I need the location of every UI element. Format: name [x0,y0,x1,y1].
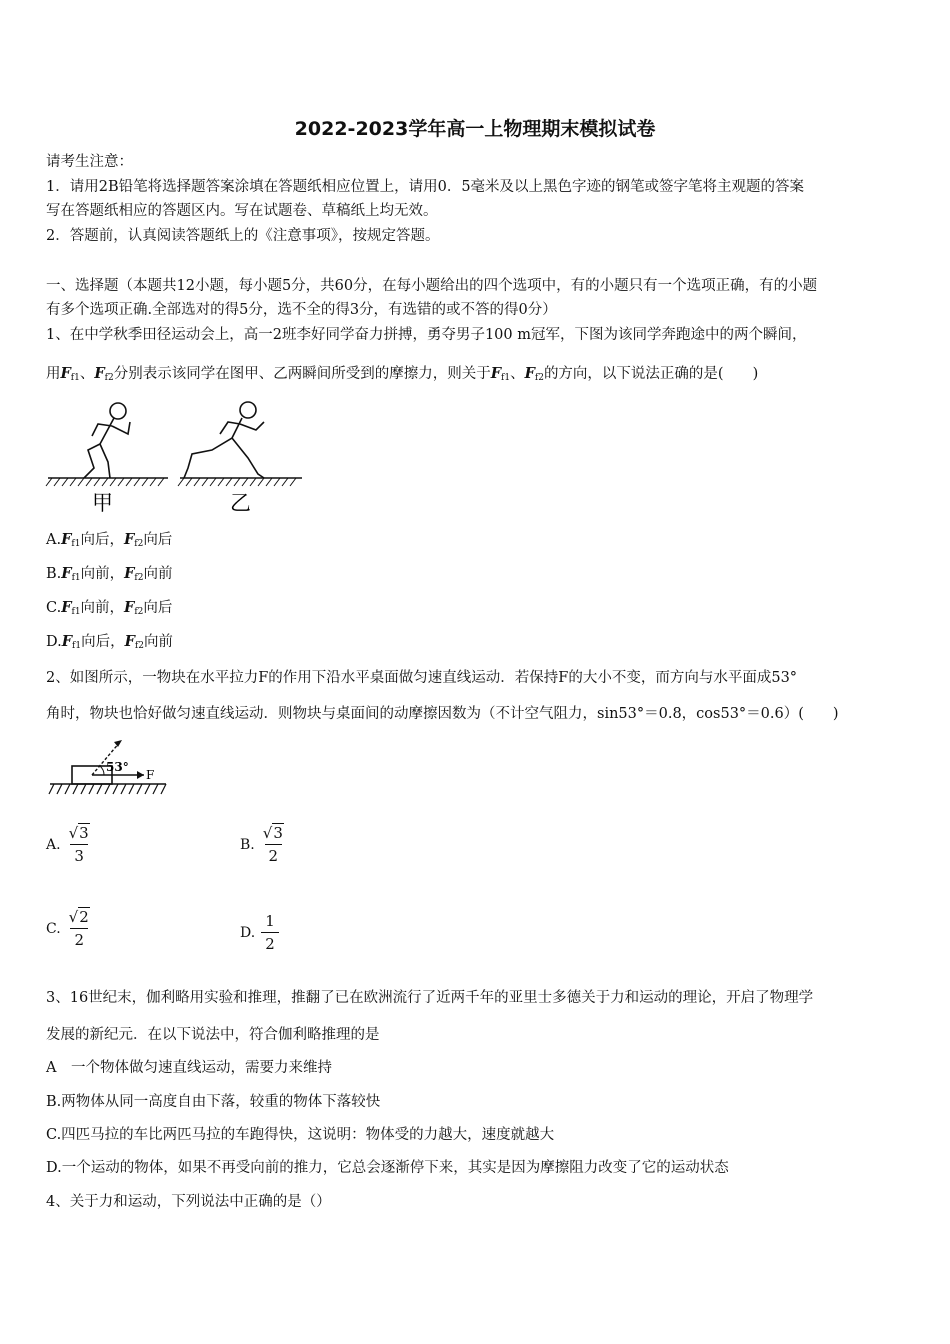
q2-option-a[interactable]: A. $\frac{√3}{3}$ [46,824,89,865]
q1-stem-line-2: 用$F_{f1}$、$F_{f2}$分别表示该同学在图甲、乙两瞬间所受到的摩擦力，则关于$F_{f1}$、$F_{f2}$的方向，以下说法正确的是( ) [46,365,759,383]
q1-option-a[interactable]: $A.F_{f1}$向后，$F_{f2}$向后 [46,531,173,549]
q1-option-c[interactable]: $C.F_{f1}$向前，$F_{f2}$向后 [46,599,173,617]
notice-line-2: 2．答题前，认真阅读答题纸上的《注意事项》，按规定答题。 [46,228,440,244]
notice-line-1a: 1．请用2B铅笔将选择题答案涂填在答题纸相应位置上，请用0．5毫米及以上黑色字迹的钢笔或签字笔将主观题的答案 [46,179,805,195]
ground-hatch-b [178,478,296,486]
section-instructions-1: 一、选择题（本题共12小题，每小题5分，共60分，在每小题给出的四个选项中，有的小题只有一个选项正确，有的小题 [46,278,818,294]
q2-option-c[interactable]: C. $\frac{√2}{2}$ [46,908,89,949]
q1-option-d[interactable]: $D.F_{f1}$向后，$F_{f2}$向前 [46,633,173,651]
fig-label-yi: 乙 [230,491,251,515]
arrowhead [137,771,144,779]
q2-block-figure [46,738,170,804]
q2-stem-line-2: 角时，物块也恰好做匀速直线运动．则物块与桌面间的动摩擦因数为（不计空气阻力，sin53°＝0.8，cos53°＝0.6）( ) [46,706,839,722]
notice-line-1b: 写在答题纸相应的答题区内。写在试题卷、草稿纸上均无效。 [46,203,438,219]
q2-option-d[interactable]: D. $\frac{1}{2}$ [240,912,279,953]
arrowhead-angled [114,740,122,747]
page-title: 2022-2023学年高一上物理期末模拟试卷 [294,118,656,140]
section-instructions-2: 有多个选项正确.全部选对的得5分，选不全的得3分，有选错的或不答的得0分） [46,302,557,318]
q3-option-b[interactable]: B.两物体从同一高度自由下落，较重的物体下落较快 [46,1094,381,1110]
q1-option-b[interactable]: $B.F_{f1}$向前，$F_{f2}$向前 [46,565,173,583]
notice-heading: 请考生注意： [46,154,133,170]
ground-hatch-a [46,478,164,486]
angle-label: 53° [106,760,129,774]
angle-arc [100,766,104,775]
runner-b-figure [180,402,302,478]
q3-option-c[interactable]: C.四匹马拉的车比两匹马拉的车跑得快，这说明：物体受的力越大，速度就越大 [46,1127,555,1143]
q4-stem-line-1: 4、关于力和运动，下列说法中正确的是（） [46,1194,331,1210]
force-label: F [146,768,155,782]
table-hatch [49,784,166,794]
runner-a-figure [48,403,168,478]
q2-option-b[interactable]: B. $\frac{√3}{2}$ [240,824,283,865]
q3-option-a[interactable]: A 一个物体做匀速直线运动，需要力来维持 [46,1060,332,1076]
q1-runner-figure [44,398,306,518]
q3-option-d[interactable]: D.一个运动的物体，如果不再受向前的推力，它总会逐渐停下来，其实是因为摩擦阻力改变了它的运动状态 [46,1160,729,1176]
q3-stem-line-1: 3、16世纪末，伽利略用实验和推理，推翻了已在欧洲流行了近两千年的亚里士多德关于力和运动的理论，开启了物理学 [46,990,814,1006]
q1-stem-line-1: 1、在中学秋季田径运动会上，高一2班李好同学奋力拼搏，勇夺男子100 m冠军，下图为该同学奔跑途中的两个瞬间， [46,327,807,343]
q2-stem-line-1: 2、如图所示，一物块在水平拉力F的作用下沿水平桌面做匀速直线运动．若保持F的大小不变，而方向与水平面成53° [46,670,798,686]
fig-label-jia: 甲 [92,491,113,515]
q3-stem-line-2: 发展的新纪元．在以下说法中，符合伽利略推理的是 [46,1027,380,1043]
